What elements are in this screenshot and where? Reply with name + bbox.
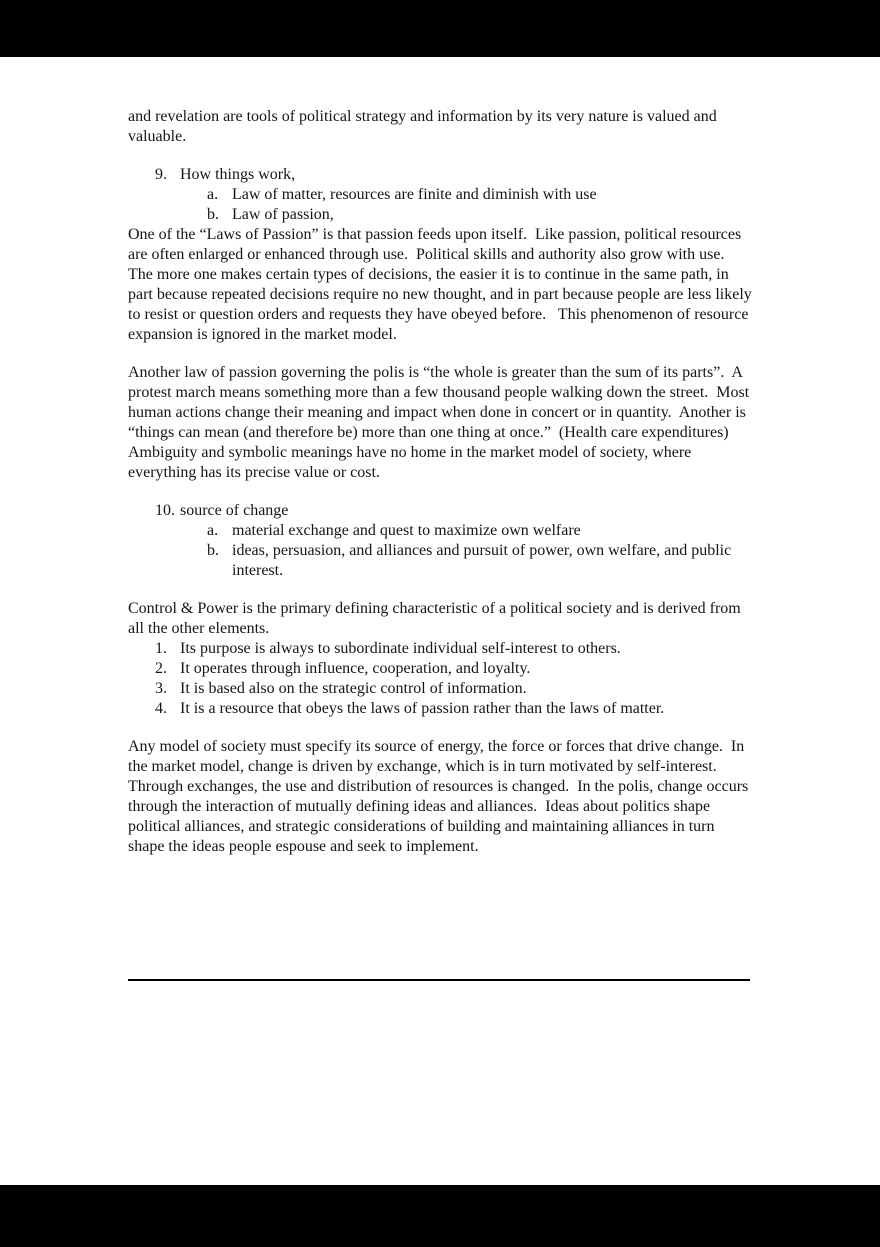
list-item-text: It operates through influence, cooperation, and loyalty. bbox=[180, 660, 531, 677]
list-item-1 bbox=[128, 639, 752, 659]
control-power-paragraph: Control & Power is the primary defining characteristic of a political society and is derived from all the other elements. bbox=[128, 600, 745, 637]
list-item-3 bbox=[128, 679, 752, 699]
list-item-text: source of change bbox=[180, 502, 289, 519]
list-item-4 bbox=[128, 699, 752, 719]
list-marker: a. bbox=[207, 522, 219, 539]
list-item-2 bbox=[128, 659, 752, 679]
page-content bbox=[0, 57, 880, 857]
laws-of-passion-paragraph: One of the “Laws of Passion” is that passion feeds upon itself. Like passion, political resources are often enlarged or enhanced through use. Political skills and authority also grow with use. The more one makes certain types of decisions, the easier it is to continue in the same path, in part because repeated decisions require no new thought, and in part because people are less likely to resist or question orders and requests they have obeyed before. This phenomenon of resource expansion is ignored in the market model. bbox=[128, 226, 756, 343]
list-item-text: material exchange and quest to maximize own welfare bbox=[232, 522, 581, 539]
how-things-work-list bbox=[128, 165, 752, 225]
document-page bbox=[0, 57, 880, 1185]
list-marker: a. bbox=[207, 186, 219, 203]
list-item-text: How things work, bbox=[180, 166, 296, 183]
footnote-separator bbox=[128, 979, 750, 981]
energy-paragraph: Any model of society must specify its source of energy, the force or forces that drive change. In the market model, change is driven by exchange, which is in turn motivated by self-interest. Through exchanges, the use and distribution of resources is changed. In the polis, change occurs through the interaction of mutually defining ideas and alliances. Ideas about politics shape political alliances, and strategic considerations of building and maintaining alliances in turn shape the ideas people espouse and seek to implement. bbox=[128, 738, 753, 855]
list-item-9 bbox=[128, 165, 752, 185]
source-of-change-list bbox=[128, 501, 752, 581]
list-item-text: It is based also on the strategic control of information. bbox=[180, 680, 527, 697]
list-item-9a bbox=[128, 185, 752, 205]
list-marker: 3. bbox=[155, 680, 167, 697]
list-marker: b. bbox=[207, 542, 219, 559]
list-marker: b. bbox=[207, 206, 219, 223]
list-marker: 9. bbox=[155, 166, 167, 183]
list-marker: 1. bbox=[155, 640, 167, 657]
list-marker: 2. bbox=[155, 660, 167, 677]
list-item-10a bbox=[128, 521, 752, 541]
list-item-10b bbox=[128, 541, 752, 581]
list-item-text: Law of matter, resources are finite and diminish with use bbox=[232, 186, 597, 203]
intro-paragraph: and revelation are tools of political strategy and information by its very nature is valued and valuable. bbox=[128, 108, 721, 145]
another-law-paragraph: Another law of passion governing the polis is “the whole is greater than the sum of its parts”. A protest march means something more than a few thousand people walking down the street. Most human actions change their meaning and impact when done in concert or in quantity. Another is “things can mean (and therefore be) more than one thing at once.” (Health care expenditures) Ambiguity and symbolic meanings have no home in the market model of society, where everything has its precise value or cost. bbox=[128, 364, 754, 481]
list-marker: 4. bbox=[155, 700, 167, 717]
control-power-list bbox=[128, 639, 752, 719]
list-item-text: ideas, persuasion, and alliances and pursuit of power, own welfare, and public interest. bbox=[232, 542, 736, 579]
list-item-text: It is a resource that obeys the laws of passion rather than the laws of matter. bbox=[180, 700, 665, 717]
list-item-text: Law of passion, bbox=[232, 206, 334, 223]
list-item-9b bbox=[128, 205, 752, 225]
list-item-10 bbox=[128, 501, 752, 521]
list-marker: 10. bbox=[155, 502, 175, 519]
list-item-text: Its purpose is always to subordinate individual self-interest to others. bbox=[180, 640, 621, 657]
